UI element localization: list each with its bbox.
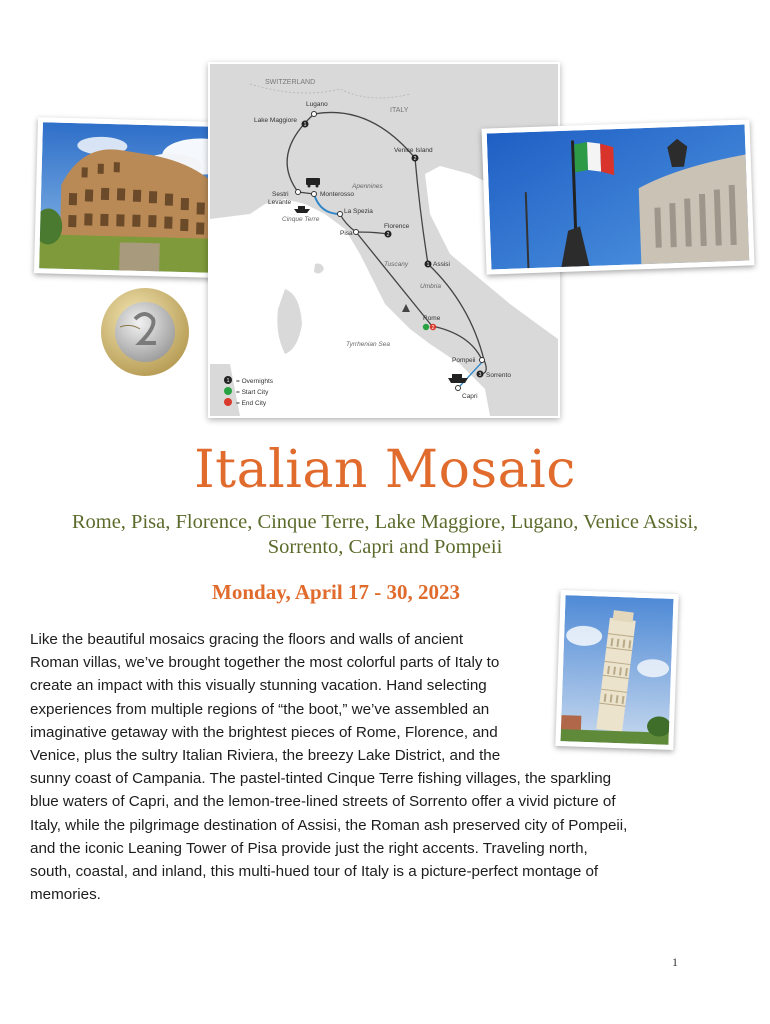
paragraph-line: sunny coast of Campania. The pastel-tinted Cinque Terre fishing villages, the sparkling: [30, 770, 612, 788]
paragraph-line: and the iconic Leaning Tower of Pisa provide just the right accents. Traveling north,: [30, 839, 588, 857]
svg-text:2: 2: [413, 156, 417, 162]
svg-text:Cinque Terre: Cinque Terre: [282, 216, 320, 223]
svg-text:Lugano: Lugano: [306, 101, 328, 108]
svg-text:Assisi: Assisi: [433, 261, 450, 268]
paragraph-line: blue waters of Capri, and the lemon-tree-lined streets of Sorrento offer a vivid picture of: [30, 793, 616, 811]
paragraph-line: memories.: [30, 886, 101, 904]
svg-text:= End City: = End City: [236, 400, 267, 407]
paragraph-line: Roman villas, we’ve brought together the most colorful parts of Italy to: [30, 654, 500, 672]
paragraph-line: imaginative getaway with the brightest pieces of Rome, Florence, and: [30, 723, 498, 741]
region-label-tyrrhenian-sea: Tyrrhenian Sea: [346, 341, 390, 348]
svg-text:1: 1: [226, 378, 230, 384]
svg-text:= Overnights: = Overnights: [236, 378, 274, 385]
svg-text:La Spezia: La Spezia: [344, 208, 373, 215]
region-label-tuscany: Tuscany: [384, 261, 409, 268]
svg-text:Venice Island: Venice Island: [394, 147, 433, 154]
region-label-apennines: Apennines: [352, 183, 383, 190]
svg-text:2: 2: [386, 232, 390, 238]
paragraph-line: experiences from multiple regions of “the boot,” we’ve assembled an: [30, 700, 490, 718]
svg-text:Pompeii: Pompeii: [452, 357, 476, 364]
paragraph-line: create an impact with this visually stunning vacation. Hand selecting: [30, 677, 487, 695]
paragraph-line: Like the beautiful mosaics gracing the floors and walls of ancient: [30, 631, 464, 648]
paragraph-line: Venice, plus the sultry Italian Riviera, the breezy Lake District, and the: [30, 747, 501, 765]
paragraph-line: Italy, while the pilgrimage destination of Assisi, the Roman ash preserved city of Pompeii,: [30, 816, 628, 834]
svg-text:3: 3: [478, 372, 482, 378]
svg-text:= Start City: = Start City: [236, 389, 269, 396]
paragraph-line: south, coastal, and inland, this multi-hued tour of Italy is a picture-perfect montage of: [30, 863, 599, 881]
svg-text:Sorrento: Sorrento: [486, 372, 511, 379]
svg-text:Pisa: Pisa: [340, 230, 353, 237]
euro-coin-image: [100, 287, 190, 377]
svg-text:1: 1: [303, 122, 307, 128]
country-label-switzerland: SWITZERLAND: [265, 79, 316, 86]
svg-text:Rome: Rome: [423, 315, 441, 322]
city-marker-assisi: [425, 261, 450, 269]
page-number: 1: [672, 955, 678, 969]
tour-dates: Monday, April 17 - 30, 2023: [212, 580, 460, 604]
city-marker-cinque-terre: [282, 216, 320, 223]
svg-text:Capri: Capri: [462, 393, 478, 400]
svg-text:Monterosso: Monterosso: [320, 191, 354, 198]
subtitle-line: Sorrento, Capri and Pompeii: [267, 536, 503, 558]
destinations-subtitle: [30, 510, 740, 560]
page-title: Italian Mosaic: [194, 440, 576, 500]
svg-text:Florence: Florence: [384, 223, 410, 230]
svg-text:2: 2: [431, 325, 435, 331]
description-paragraph: [30, 628, 690, 906]
flag-monument-photo: [482, 119, 755, 274]
svg-text:Lake Maggiore: Lake Maggiore: [254, 117, 297, 124]
svg-text:Levante: Levante: [268, 199, 292, 206]
subtitle-line: Rome, Pisa, Florence, Cinque Terre, Lake Maggiore, Lugano, Venice Assisi,: [71, 511, 699, 533]
region-label-umbria: Umbria: [420, 283, 441, 290]
svg-text:Sestri: Sestri: [272, 191, 289, 198]
svg-text:1: 1: [426, 262, 430, 268]
country-label-italy: ITALY: [390, 107, 409, 114]
